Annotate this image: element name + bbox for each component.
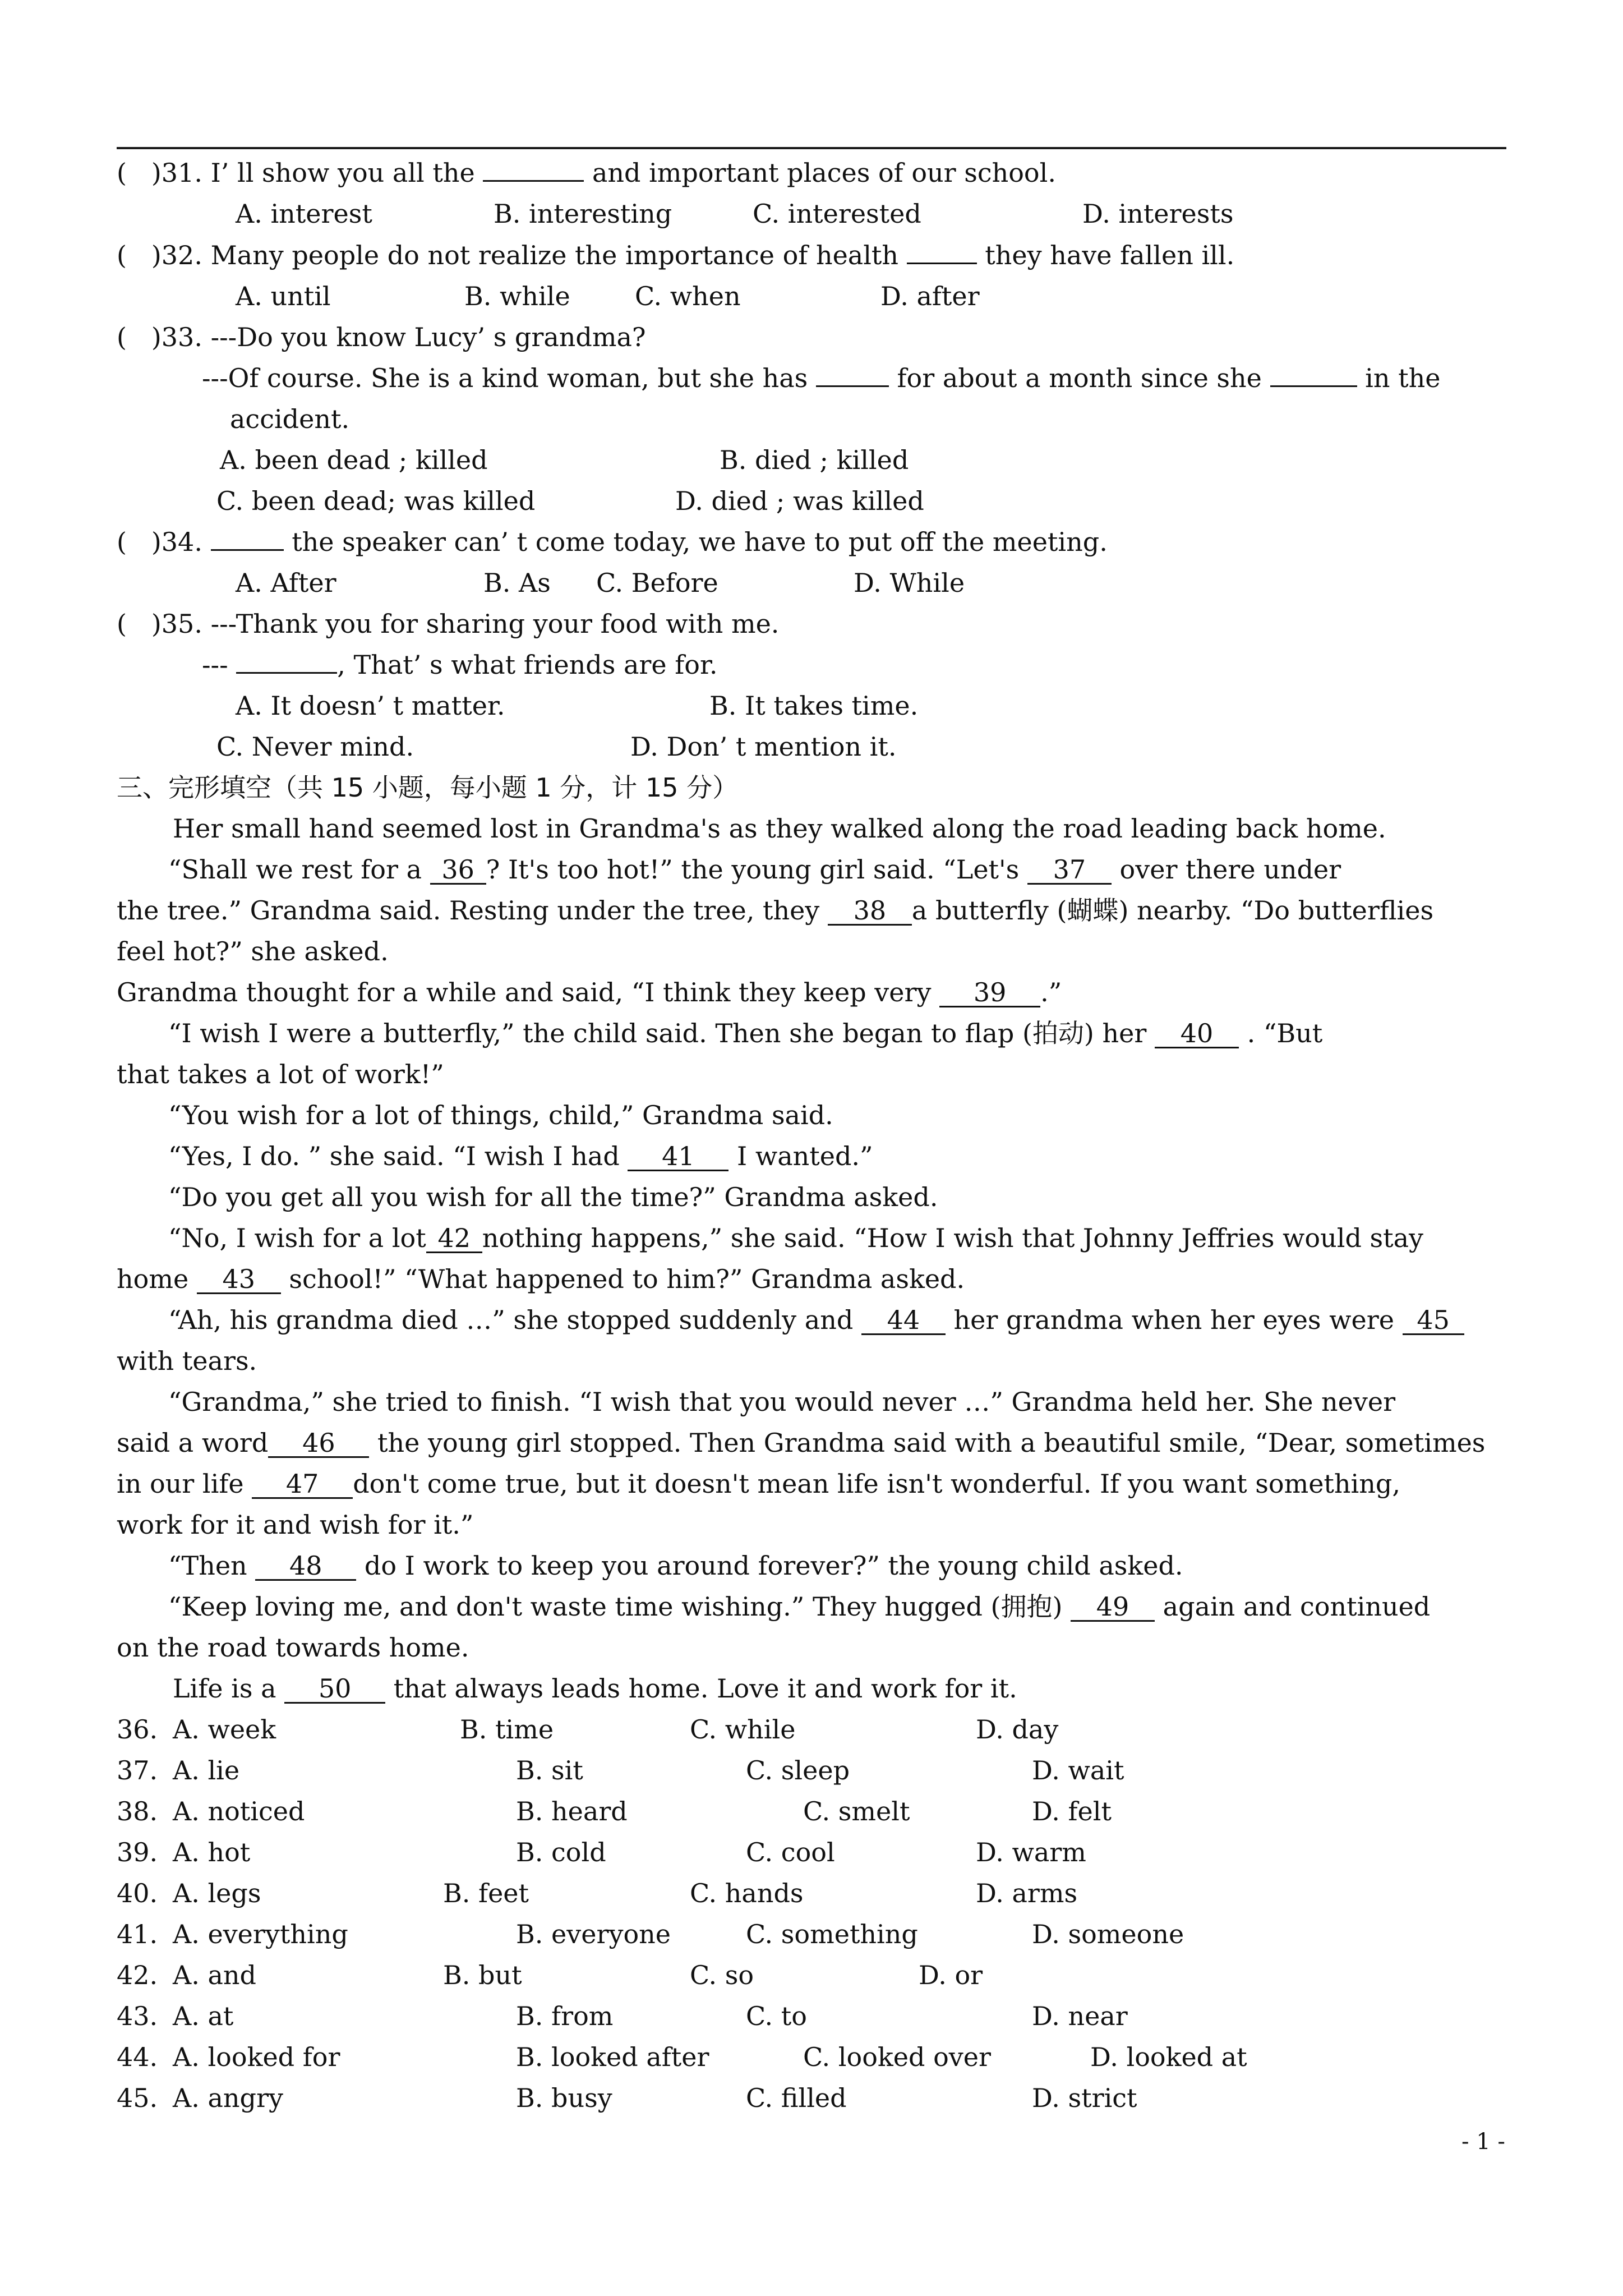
- cloze-option-number: 44.: [117, 2042, 158, 2072]
- cloze-option[interactable]: A. hot: [173, 1837, 251, 1867]
- option[interactable]: C. when: [635, 281, 741, 311]
- cloze-option[interactable]: B. everyone: [516, 1919, 671, 1949]
- blank-43[interactable]: 43: [197, 1266, 281, 1294]
- page-number: - 1 -: [1461, 2129, 1505, 2155]
- cloze-option-number: 45.: [117, 2083, 158, 2113]
- option[interactable]: D. Don’ t mention it.: [630, 731, 897, 762]
- question-35: ( )35. ---Thank you for sharing your food with me.: [117, 609, 780, 639]
- option[interactable]: A. interest: [236, 199, 372, 229]
- passage-line: “You wish for a lot of things, child,” Grandma said.: [168, 1100, 833, 1130]
- cloze-option[interactable]: C. so: [690, 1960, 754, 1990]
- passage-line: “No, I wish for a lot 42 nothing happens,” she said. “How I wish that Johnny Jeffries would stay: [168, 1223, 1424, 1253]
- cloze-option[interactable]: D. or: [919, 1960, 983, 1990]
- cloze-option[interactable]: B. feet: [443, 1878, 529, 1908]
- question-32: ( )32. Many people do not realize the importance of health they have fallen ill.: [117, 240, 1235, 270]
- cloze-option-number: 42.: [117, 1960, 158, 1990]
- passage-line: with tears.: [117, 1346, 257, 1376]
- cloze-option[interactable]: B. from: [516, 2001, 614, 2031]
- cloze-option[interactable]: B. but: [443, 1960, 522, 1990]
- option[interactable]: D. While: [854, 568, 965, 598]
- blank[interactable]: [816, 385, 889, 387]
- cloze-option[interactable]: C. cool: [746, 1837, 835, 1867]
- question-35-cont: --- , That’ s what friends are for.: [202, 650, 718, 680]
- cloze-option[interactable]: C. smelt: [803, 1796, 910, 1826]
- cloze-option[interactable]: B. cold: [516, 1837, 606, 1867]
- blank-38[interactable]: 38: [828, 897, 912, 926]
- cloze-option-number: 36.: [117, 1714, 158, 1745]
- cloze-option-number: 40.: [117, 1878, 158, 1908]
- cloze-option[interactable]: A. angry: [173, 2083, 283, 2113]
- cloze-option[interactable]: B. looked after: [516, 2042, 709, 2072]
- question-33: ( )33. ---Do you know Lucy’ s grandma?: [117, 322, 646, 352]
- blank-50[interactable]: 50: [284, 1675, 385, 1704]
- passage-line: “I wish I were a butterfly,” the child said. Then she began to flap (拍动) her 40 . “But: [168, 1018, 1323, 1048]
- passage-line: “Grandma,” she tried to finish. “I wish that you would never …” Grandma held her. She never: [168, 1387, 1396, 1417]
- blank-39[interactable]: 39: [939, 979, 1040, 1007]
- blank-37[interactable]: 37: [1027, 856, 1112, 885]
- cloze-option[interactable]: A. week: [173, 1714, 276, 1745]
- blank-42[interactable]: 42: [426, 1225, 482, 1253]
- option[interactable]: B. while: [464, 281, 570, 311]
- cloze-option[interactable]: C. to: [746, 2001, 807, 2031]
- cloze-option[interactable]: C. while: [690, 1714, 796, 1745]
- cloze-option[interactable]: D. someone: [1032, 1919, 1184, 1949]
- cloze-option[interactable]: C. something: [746, 1919, 918, 1949]
- passage-line: feel hot?” she asked.: [117, 936, 389, 967]
- cloze-option-number: 41.: [117, 1919, 158, 1949]
- option[interactable]: C. Never mind.: [216, 731, 414, 762]
- passage-line: “Yes, I do. ” she said. “I wish I had 41 I wanted.”: [168, 1141, 873, 1171]
- passage-line: “Ah, his grandma died …” she stopped suddenly and 44 her grandma when her eyes were 45: [168, 1304, 1464, 1336]
- option[interactable]: C. Before: [596, 568, 718, 598]
- cloze-option[interactable]: D. near: [1032, 2001, 1128, 2031]
- cloze-option[interactable]: C. sleep: [746, 1755, 850, 1786]
- cloze-option-number: 43.: [117, 2001, 158, 2031]
- cloze-option[interactable]: B. sit: [516, 1755, 583, 1786]
- blank-45[interactable]: 45: [1403, 1306, 1464, 1335]
- passage-line: “Keep loving me, and don't waste time wishing.” They hugged (拥抱) 49 again and continued: [168, 1591, 1431, 1622]
- cloze-option[interactable]: A. everything: [173, 1919, 348, 1949]
- passage-line: Life is a 50 that always leads home. Love it and work for it.: [173, 1673, 1017, 1704]
- passage-line: on the road towards home.: [117, 1632, 469, 1663]
- passage-line: the tree.” Grandma said. Resting under the tree, they 38 a butterfly (蝴蝶) nearby. “Do butterflies: [117, 895, 1434, 926]
- option[interactable]: D. interests: [1082, 199, 1234, 229]
- cloze-option[interactable]: C. looked over: [803, 2042, 991, 2072]
- passage-line: work for it and wish for it.”: [117, 1510, 474, 1540]
- blank-46[interactable]: 46: [268, 1429, 369, 1458]
- option[interactable]: B. It takes time.: [709, 691, 919, 721]
- blank[interactable]: [907, 263, 977, 264]
- option[interactable]: A. been dead ; killed: [220, 445, 488, 475]
- cloze-option[interactable]: D. looked at: [1090, 2042, 1247, 2072]
- passage-line: Grandma thought for a while and said, “I think they keep very 39 .”: [117, 977, 1062, 1007]
- cloze-option[interactable]: A. legs: [173, 1878, 261, 1908]
- passage-line: said a word 46 the young girl stopped. Then Grandma said with a beautiful smile, “Dear, sometimes: [117, 1428, 1486, 1458]
- blank-47[interactable]: 47: [252, 1470, 353, 1499]
- cloze-option[interactable]: A. at: [173, 2001, 234, 2031]
- question-31: ( )31. I’ ll show you all the and important places of our school.: [117, 158, 1056, 188]
- option[interactable]: B. interesting: [494, 199, 672, 229]
- option[interactable]: C. interested: [753, 199, 921, 229]
- blank-49[interactable]: 49: [1071, 1593, 1155, 1622]
- cloze-option[interactable]: D. arms: [976, 1878, 1078, 1908]
- cloze-option[interactable]: A. and: [173, 1960, 256, 1990]
- question-33-cont-2: accident.: [230, 404, 350, 434]
- passage-line: home 43 school!” “What happened to him?” Grandma asked.: [117, 1264, 965, 1294]
- option[interactable]: B. As: [483, 568, 551, 598]
- option[interactable]: A. After: [236, 568, 336, 598]
- cloze-option[interactable]: A. lie: [173, 1755, 240, 1786]
- option[interactable]: C. been dead; was killed: [216, 486, 536, 516]
- section-title: 三、完形填空（共 15 小题，每小题 1 分，计 15 分）: [117, 772, 739, 803]
- cloze-option-number: 37.: [117, 1755, 158, 1786]
- cloze-option[interactable]: B. heard: [516, 1796, 628, 1826]
- passage-line: Her small hand seemed lost in Grandma's as they walked along the road leading back home.: [173, 813, 1386, 844]
- option[interactable]: D. after: [880, 281, 980, 311]
- cloze-option-number: 38.: [117, 1796, 158, 1826]
- passage-line: “Do you get all you wish for all the time?” Grandma asked.: [168, 1182, 938, 1212]
- header-rule: [117, 147, 1506, 149]
- blank-40[interactable]: 40: [1155, 1020, 1239, 1048]
- blank-48[interactable]: 48: [255, 1552, 356, 1581]
- option[interactable]: D. died ; was killed: [675, 486, 924, 516]
- blank[interactable]: [1270, 385, 1357, 387]
- blank-44[interactable]: 44: [861, 1306, 946, 1335]
- cloze-option[interactable]: D. strict: [1032, 2083, 1137, 2113]
- option[interactable]: B. died ; killed: [720, 445, 909, 475]
- blank[interactable]: [483, 180, 584, 182]
- cloze-option[interactable]: B. busy: [516, 2083, 612, 2113]
- question-33-cont: ---Of course. She is a kind woman, but she has for about a month since she in the: [202, 363, 1441, 393]
- blank-41[interactable]: 41: [628, 1143, 728, 1171]
- option[interactable]: A. It doesn’ t matter.: [236, 691, 505, 721]
- option[interactable]: A. until: [236, 281, 331, 311]
- blank-36[interactable]: 36: [430, 856, 486, 885]
- blank[interactable]: [211, 549, 284, 551]
- passage-line: in our life 47 don't come true, but it doesn't mean life isn't wonderful. If you want something,: [117, 1469, 1400, 1499]
- cloze-option-number: 39.: [117, 1837, 158, 1867]
- passage-line: “Then 48 do I work to keep you around forever?” the young child asked.: [168, 1550, 1183, 1581]
- cloze-option[interactable]: B. time: [460, 1714, 554, 1745]
- cloze-option[interactable]: C. filled: [746, 2083, 847, 2113]
- cloze-option[interactable]: A. noticed: [173, 1796, 305, 1826]
- cloze-option[interactable]: C. hands: [690, 1878, 804, 1908]
- cloze-option[interactable]: D. day: [976, 1714, 1059, 1745]
- cloze-option[interactable]: D. felt: [1032, 1796, 1112, 1826]
- cloze-option[interactable]: D. wait: [1032, 1755, 1124, 1786]
- passage-line: “Shall we rest for a 36 ? It's too hot!” the young girl said. “Let's 37 over there under: [168, 854, 1341, 885]
- cloze-option[interactable]: D. warm: [976, 1837, 1086, 1867]
- blank[interactable]: [236, 672, 337, 674]
- passage-line: that takes a lot of work!”: [117, 1059, 444, 1089]
- question-34: ( )34. the speaker can’ t come today, we have to put off the meeting.: [117, 527, 1108, 557]
- cloze-option[interactable]: A. looked for: [173, 2042, 340, 2072]
